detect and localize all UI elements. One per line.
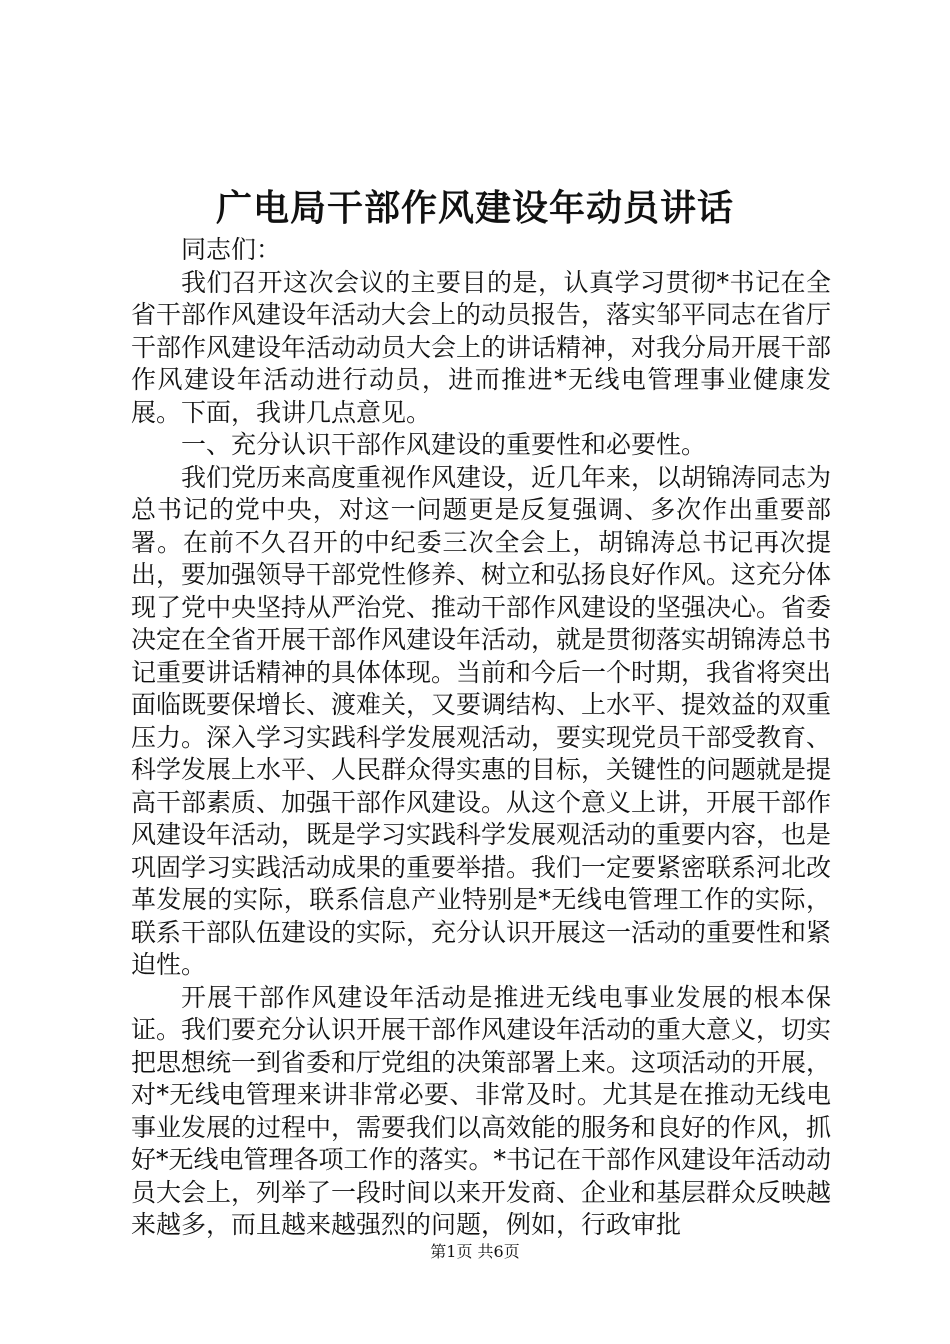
section-heading: 一、充分认识干部作风建设的重要性和必要性。 xyxy=(181,430,707,459)
page-number: 第1页 共6页 xyxy=(430,1242,520,1261)
document-title: 广电局干部作风建设年动员讲话 xyxy=(215,187,734,229)
paragraph-body: 开展干部作风建设年活动是推进无线电事业发展的根本保证。我们要充分认识开展干部作风建设年活动的重大意义，切实把思想统一到省委和厅党组的决策部署上来。这项活动的开展，对*无线电管理来讲非常必要、非常及时。尤其是在推动无线电事业发展的过程中，需要我们以高效能的服务和良好的作风，抓好*无线电管理各项工作的落实。*书记在干部作风建设年活动动员大会上，列举了一段时间以来开发商、企业和基层群众反映越来越多，而且越来越强烈的问题，例如，行政审批 xyxy=(131,982,832,1239)
paragraph-intro: 我们召开这次会议的主要目的是，认真学习贯彻*书记在全省干部作风建设年活动大会上的动员报告，落实邹平同志在省厅干部作风建设年活动动员大会上的讲话精神，对我分局开展干部作风建设年活动进行动员，进而推进*无线电管理事业健康发展。下面，我讲几点意见。 xyxy=(131,267,832,427)
paragraph-body: 我们党历来高度重视作风建设，近几年来，以胡锦涛同志为总书记的党中央，对这一问题更是反复强调、多次作出重要部署。在前不久召开的中纪委三次全会上，胡锦涛总书记再次提出，要加强领导干部党性修养、树立和弘扬良好作风。这充分体现了党中央坚持从严治党、推动干部作风建设的坚强决心。省委决定在全省开展干部作风建设年活动，就是贯彻落实胡锦涛总书记重要讲话精神的具体体现。当前和今后一个时期，我省将突出面临既要保增长、渡难关，又要调结构、上水平、提效益的双重压力。深入学习实践科学发展观活动，要实现党员干部受教育、科学发展上水平、人民群众得实惠的目标，关键性的问题就是提高干部素质、加强干部作风建设。从这个意义上讲，开展干部作风建设年活动，既是学习实践科学发展观活动的重要内容，也是巩固学习实践活动成果的重要举措。我们一定要紧密联系河北改革发展的实际，联系信息产业特别是*无线电管理工作的实际，联系干部队伍建设的实际，充分认识开展这一活动的重要性和紧迫性。 xyxy=(131,462,832,979)
salutation: 同志们： xyxy=(181,235,282,264)
document-body xyxy=(131,234,831,1242)
